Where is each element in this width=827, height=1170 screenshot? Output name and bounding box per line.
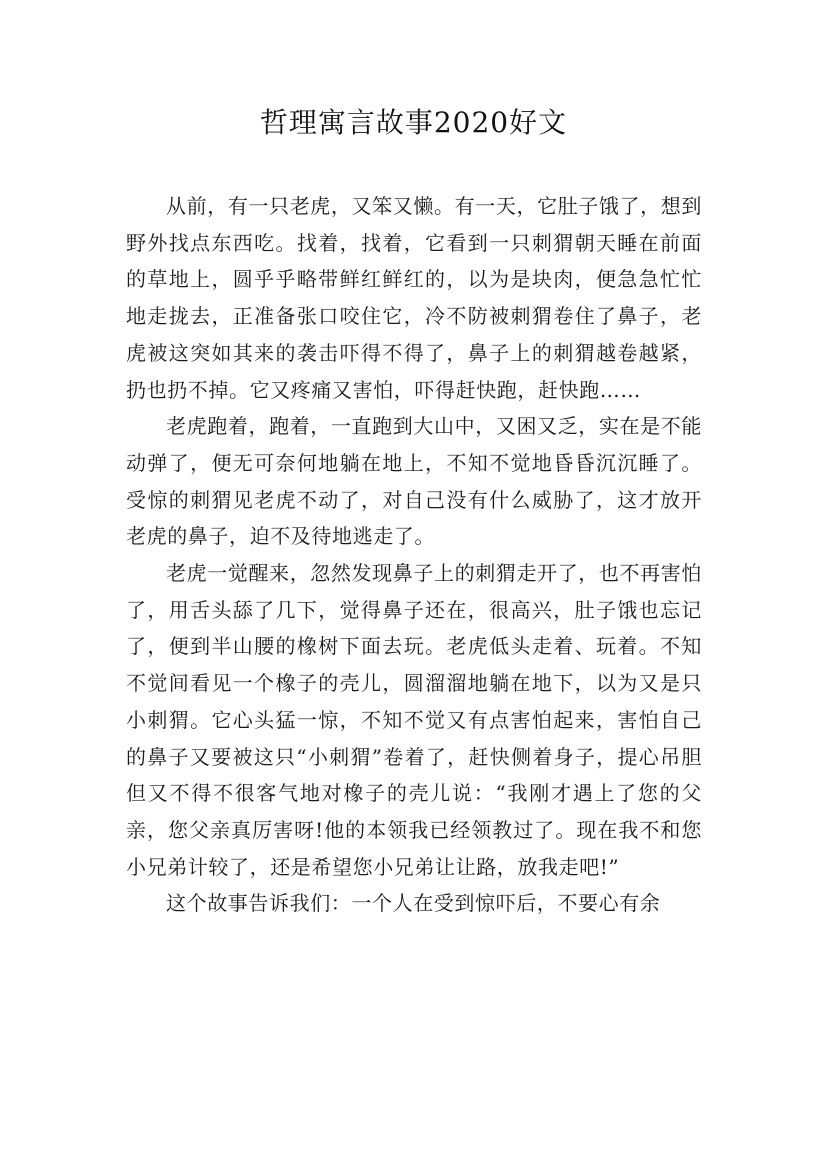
paragraph-4: 这个故事告诉我们：一个人在受到惊吓后，不要心有余 — [166, 891, 661, 916]
paragraph-2: 老虎跑着，跑着，一直跑到大山中，又困又乏，实在是不能动弹了，便无可奈何地躺在地上，不知不觉地昏昏沉沉睡了。受惊的刺猬见老虎不动了，对自己没有什么威胁了，这才放开老虎的鼻子，迫不及待地逃走了。 — [126, 414, 702, 549]
paragraph-1: 从前，有一只老虎，又笨又懒。有一天，它肚子饿了，想到野外找点东西吃。找着，找着，它看到一只刺猬朝天睡在前面的草地上，圆乎乎略带鲜红鲜红的，以为是块肉，便急急忙忙地走拢去，正准备张口咬住它，冷不防被刺猬卷住了鼻子，老虎被这突如其来的袭击吓得不得了，鼻子上的刺猬越卷越紧，扔也扔不掉。它又疼痛又害怕，吓得赶快跑，赶快跑…… — [126, 194, 702, 402]
document-body — [126, 188, 702, 922]
paragraph-3: 老虎一觉醒来，忽然发现鼻子上的刺猬走开了，也不再害怕了，用舌头舔了几下，觉得鼻子还在，很高兴，肚子饿也忘记了，便到半山腰的橡树下面去玩。老虎低头走着、玩着。不知不觉间看见一个橡子的壳儿，圆溜溜地躺在地下，以为又是只小刺猬。它心头猛一惊，不知不觉又有点害怕起来，害怕自己的鼻子又要被这只“小刺猬”卷着了，赶快侧着身子，提心吊胆但又不得不很客气地对橡子的壳儿说：“我刚才遇上了您的父亲，您父亲真厉害呀!他的本领我已经领教过了。现在我不和您小兄弟计较了，还是希望您小兄弟让让路，放我走吧!” — [126, 561, 702, 879]
document-title: 哲理寓言故事2020好文 — [259, 106, 568, 139]
